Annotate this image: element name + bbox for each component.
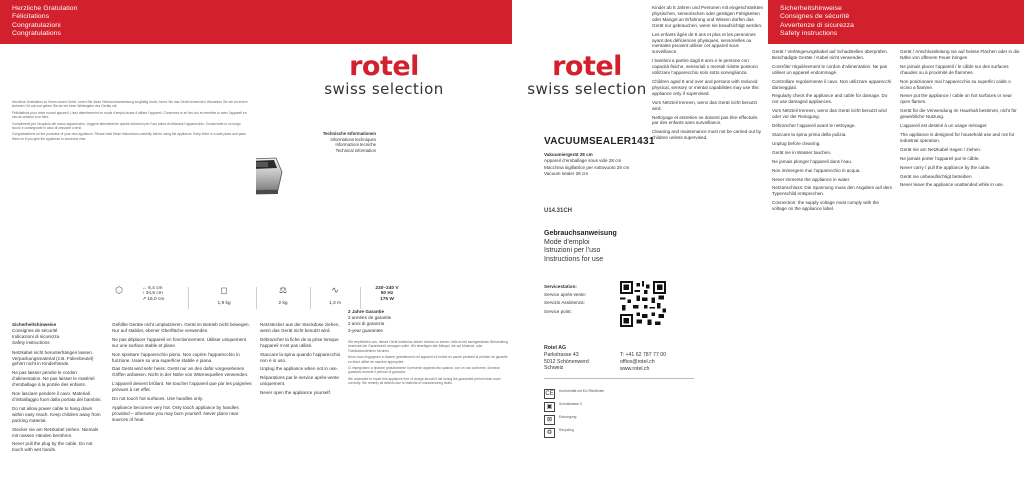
service-fr: Service après-vente: (544, 292, 587, 298)
greeting-body-text: Herzliche Gratulation zu Ihrem neuen Gerät. Lesen Sie diese Gebrauchsanweisung sorgfältig durch, bevor Sie das Gerät verwenden. Bewahren Sie sie an einem sicheren Ort auf und geben Sie sie bei einer Weitergabe des Geräts mit. Félicitations pour votre nouvel appareil. Lisez attentivement ce mode d’emploi avant d’utiliser l’appareil. Conservez-le en lieu sûr et remettez-le avec l’appareil en cas de cession à un tiers. Complimenti per l’acquisto del nuovo apparecchio. Leggere attentamente queste istruzioni per l’uso prima di utilizzare l’apparecchio. Conservarle in un luogo sicuro e consegnarle in caso di cessione a terzi. Congratulations on the purchase of your new appliance. Please read these instructions carefully before using the appliance. Keep them in a safe place and pass them on if you give the appliance to someone else. (12, 100, 248, 141)
warranty-terms-text: Wir verpflichten uns, dieses Gerät kostenlos wieder instand zu setzen, falls es bei sachgemässer Behandlung innerhalb der Garantiezeit versagen sollte. Wir beseitigen alle Mängel, die auf Material- oder Fabrikationsfehlern beruhen. Nous nous engageons à réparer gratuitement cet appareil s’il tombe en panne pendant la période de garantie en étant utilisé de manière appropriée. Ci impegniamo a riparare gratuitamente il presente apparecchio qualora, con un uso conforme, dovesse guastarsi durante il periodo di garanzia. We undertake to repair this appliance free of charge should it fail during the guarantee period when used correctly. We remedy all defects due to material or manufacturing faults. (348, 340, 508, 386)
safety-heading-it: Indicazioni di sicurezza (12, 333, 60, 339)
symbol-row: ▣ Schutzklasse II (544, 401, 694, 414)
warranty-de: 2 Jahre Garantie (348, 309, 385, 314)
cover-brand-logo (512, 51, 662, 98)
greeting-en: Congratulations (12, 30, 62, 38)
spec-icon-row-left (0, 283, 256, 313)
service-en: Service point: (544, 308, 572, 314)
safety-banner (768, 0, 1024, 44)
safety-heading-de: Sicherheitshinweise (12, 322, 57, 327)
product-line-en: Vacuum sealer 28 cm (544, 171, 589, 177)
power-label: 230–240 V 50 Hz 175 W (375, 286, 399, 302)
safety-column-3: Netzstecker aus der Steckdose ziehen, wenn das Gerät nicht benutzt wird. Débrancher la fiche de la prise lorsque l’appareil n’est pas utilisé. Staccare la spina quando l’apparecchio non è in uso. Unplug the appliance when not in use. Réparations par le service après-vente uniquement. Never open the appliance yourself. (260, 322, 341, 396)
instructions-column-1: Kinder ab 8 Jahren und Personen mit eingeschränkten physischen, sensorischen oder geistigen Fähigkeiten oder Mangel an Erfahrung und Wissen dürfen das Gerät nur gebrauchen, wenn sie beaufsichtigt werden. Les enfants âgés de 8 ans et plus et les personnes ayant des déficiences physiques, sensorielles ou mentales peuvent utiliser cet appareil sous surveillance. I bambini a partire dagli 8 anni e le persone con capacità fisiche, sensoriali o mentali ridotte possono utilizzare l’apparecchio solo sotto sorveglianza. Children aged 8 and over and persons with reduced physical, sensory or mental capabilities may use this appliance only if supervised. Vom Netzteil trennen, wenn das Gerät nicht benutzt wird. Nettoyage et entretien ne doivent pas être effectués par des enfants sans surveillance. Cleaning and maintenance must not be carried out by children unless supervised. (652, 5, 764, 141)
brand-logo (256, 51, 512, 98)
symbol-row: ♻ Recycling (544, 427, 694, 440)
guide-it: Istruzioni per l’uso (544, 247, 601, 255)
specs-heading-en: Technical information (335, 147, 376, 153)
divider (360, 287, 361, 309)
product-line-fr: Appareil d’emballage sous vide 28 cm (544, 158, 622, 164)
dimensions-values (142, 283, 188, 313)
protection-class-icon: ▣ (544, 402, 555, 412)
greeting-banner (0, 0, 256, 44)
specs-heading-it: Informazioni tecniche (335, 142, 376, 148)
service-it: Servizio Assistenza: (544, 300, 585, 306)
safety-banner-it: Avvertenze di sicurezza (780, 21, 854, 29)
safety-banner-de: Sicherheitshinweise (780, 5, 842, 12)
divider (310, 287, 311, 309)
greeting-de: Herzliche Gratulation (12, 5, 78, 12)
cable-length-label: 1,3 m (329, 301, 341, 306)
safety-heading-en: Safety instructions (12, 339, 50, 345)
divider (256, 287, 257, 309)
address-street: Parkstrasse 43 (544, 351, 579, 358)
instructions-column-3: Gerät / Anschlussleitung nie auf heisse Flächen oder in die Nähe von offenem Feuer bringen. Ne jamais placer l’appareil / le câble sur des surfaces chaudes ou à proximité de flammes. Non posizionare mai l’apparecchio su superfici calde o vicino a fiamme. Never put the appliance / cable on hot surfaces or near open flames. Gerät für die Verwendung im Haushalt bestimmt, nicht für gewerbliche Nutzung. L’appareil est destiné à un usage ménager. The appliance is designed for household use and not for industrial operation. Gerät nie am Netzkabel tragen / ziehen. Ne jamais porter l’appareil par le câble. Never carry / pull the appliance by the cable. Gerät nie unbeaufsichtigt betreiben. Never leave the appliance unattended while in use. (900, 49, 1020, 188)
dimensions-label: ↔ 6,4 cm ↕ 34,5 cm ↗ 15,0 cm (142, 286, 165, 302)
back-right-panel (768, 0, 1024, 485)
divider (188, 287, 189, 309)
instructions-column-2: Gerät / Verlängerungskabel auf Schadstellen überprüfen. Beschädigte Geräte / Kabel nicht verwenden. Contrôler régulièrement le cordon d’alimentation. Ne pas utiliser un appareil endommagé. Controllare regolarmente il cavo. Non utilizzare apparecchi danneggiati. Regularly check the appliance and cable for damage. Do not use damaged appliances. Vom Netzteil trennen, wenn das Gerät nicht benutzt wird oder vor der Reinigung. Débrancher l’appareil avant le nettoyage. Staccare la spina prima della pulizia. Unplug before cleaning. Gerät nie in Wasser tauchen. Ne jamais plonger l’appareil dans l’eau. Non immergere mai l’apparecchio in acqua. Never immerse the appliance in water. Netzanschluss: Die Spannung muss den Angaben auf dem Typenschild entsprechen. Connection: the supply voltage must comply with the voltage on the appliance label. (772, 49, 893, 212)
weight-spec (192, 283, 256, 313)
cover-brand-name: rotel (552, 51, 622, 82)
package-weight-spec (258, 283, 308, 313)
warranty-en: 2-year guarantee (348, 327, 383, 333)
symbol-row: CE Konformität mit EU-Richtlinien (545, 389, 605, 397)
warranty-it: 2 anni di garanzia (348, 321, 385, 327)
front-left-panel (0, 0, 256, 485)
safety-column-2: Gefüllte Geräte nicht umplatzieren. Gerät im Betrieb nicht bewegen. Nur auf stabiler, ebener Oberfläche verwenden. Ne pas déplacer l’appareil en fonctionnement. Utiliser uniquement sur une surface stable et plane. Non spostare l’apparecchio pieno. Non coprire l’apparecchio in funzione. Usare su una superficie stabile e piana. Das Gerät wird sehr heiss. Gerät nur an den dafür vorgesehenen Griffen anfassen. Nicht in der Nähe von Wärmequellen verwenden. L’appareil devient brûlant. Ne toucher l’appareil que par les poignées prévues à cet effet. Do not touch hot surfaces. Use handles only. Appliance becomes very hot. Only touch appliance by handles provided – otherwise you may burn yourself. Never place near sources of heat. (112, 322, 252, 422)
cover-panel (512, 0, 768, 485)
warranty-fr: 2 années de garantie (348, 315, 392, 321)
weight-icon: ◻ (220, 285, 228, 295)
contact-email[interactable]: office@rotel.ch (620, 358, 655, 365)
vacuum-sealer-product-image (256, 150, 286, 198)
cable-icon: ∿ (331, 285, 339, 295)
dimensions-spec (96, 283, 142, 313)
front-right-panel (256, 0, 512, 485)
warranty-block (348, 309, 438, 334)
cover-brand-tagline: swiss selection (527, 80, 647, 98)
safety-intro-column (12, 322, 102, 482)
address-company: Rotel AG (544, 345, 566, 351)
weee-bin-icon: ⊠ (544, 415, 555, 425)
package-weight-label: 2 kg (278, 301, 288, 306)
package-weight-icon: ⚖ (278, 285, 288, 295)
model-number: VACUUMSEALER1431 (544, 136, 655, 147)
safety-banner-en: Safety instructions (780, 30, 838, 38)
guide-de: Gebrauchsanweisung (544, 230, 617, 237)
recycling-icon: ♻ (544, 428, 555, 438)
contact-phone[interactable]: T: +41 62 787 77 00 (620, 352, 667, 358)
safety-banner-fr: Consignes de sécurité (780, 13, 850, 21)
product-line-de: Vakuumiergerät 28 cm (544, 152, 593, 157)
article-code: U14.31CH (544, 208, 573, 214)
symbol-row: ⊠ Entsorgung (544, 414, 694, 427)
brand-tagline: swiss selection (324, 80, 444, 98)
product-line-it: Macchina sigillatrice per sottovuoto 28 cm (544, 164, 630, 170)
specs-heading-fr: Informations techniques (330, 136, 376, 142)
brand-name: rotel (349, 51, 419, 82)
address-city: 5012 Schönenwerd (544, 358, 589, 365)
service-de: Servicestation: (544, 284, 577, 289)
guide-fr: Mode d’emploi (544, 238, 590, 246)
specs-heading-de: Technische Informationen (322, 131, 376, 136)
safety-heading-fr: Consignes de sécurité (12, 327, 58, 333)
ce-mark-icon: CE (545, 391, 554, 397)
greeting-it: Congratulazioni (12, 21, 61, 29)
weight-label: 1,9 kg (217, 301, 231, 306)
dimensions-icon: ⬡ (115, 285, 123, 295)
address-country: Schweiz (544, 365, 564, 372)
banner-continuation (256, 0, 512, 44)
greeting-fr: Félicitations (12, 13, 50, 21)
guide-en: Instructions for use (544, 255, 604, 263)
contact-website[interactable]: www.rotel.ch (620, 365, 650, 372)
safety-body-text: Netzkabel nicht herunterhängen lassen. Verpackungsmaterial (z.B. Folienbeutel) gehört nicht in Kinderhände. Ne pas laisser pendre le cordon d’alimentation. Ne pas laisser le matériel d’emballage à la portée des enfants. Non lasciare pendere il cavo. Materiali d’imballaggio fuori dalla portata dei bambini. Do not allow power cable to hang down within easy reach. Keep children away from packing material. Stecker nie am Netzkabel ziehen. Niemals mit nassen Händen berühren. Never pull the plug by the cable. Do not touch with wet hands. (12, 349, 102, 453)
